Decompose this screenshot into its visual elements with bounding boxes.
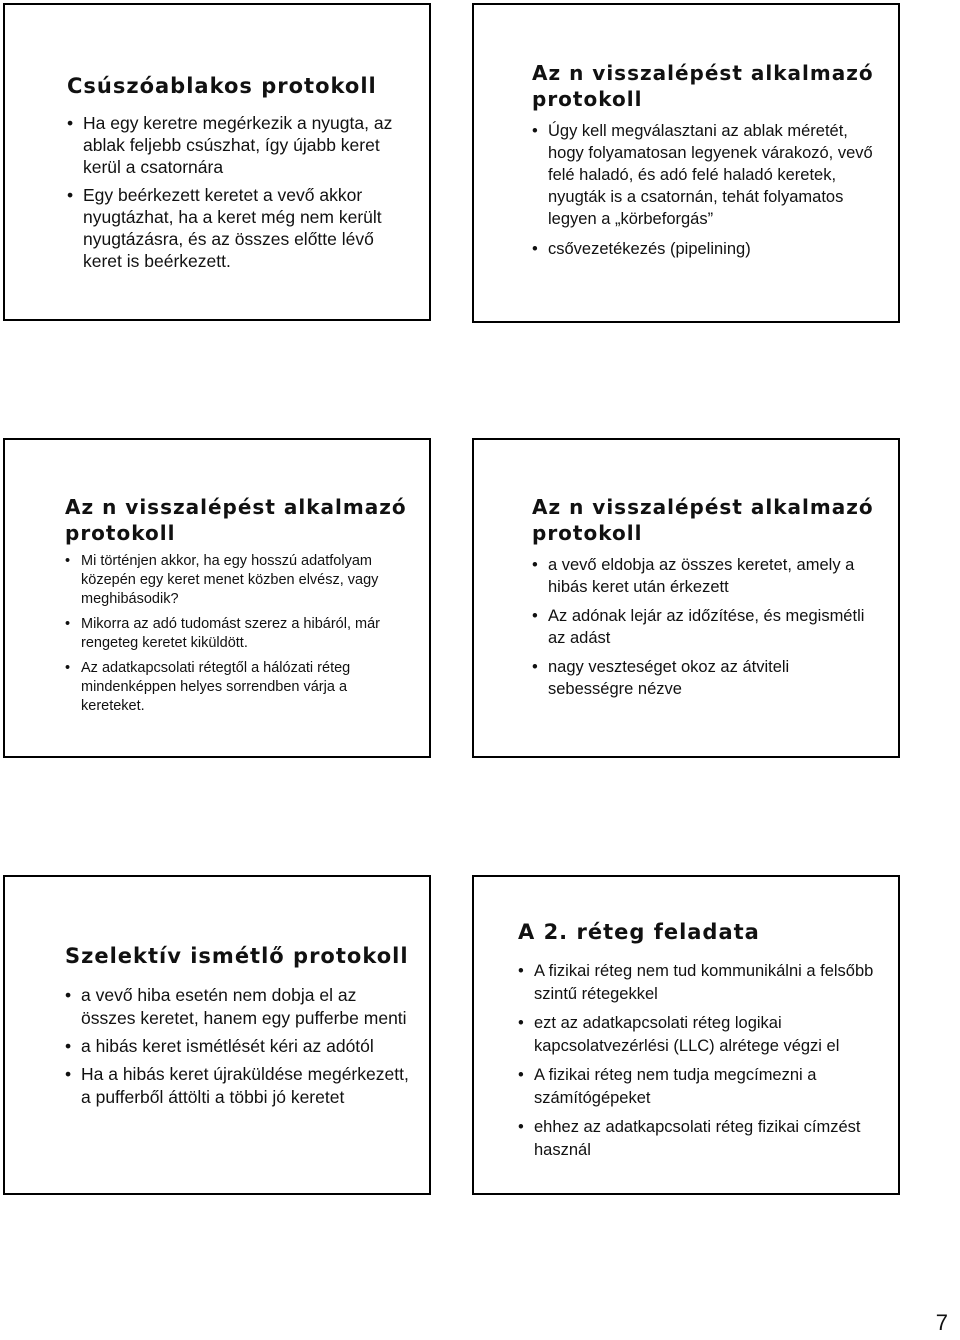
slide-6	[472, 875, 900, 1195]
slide-4	[472, 438, 900, 758]
bullet-item: • Mi történjen akkor, ha egy hosszú adatfolyam közepén egy keret menet közben elvész, vagy meghibásodik?	[65, 552, 413, 609]
bullet-item: • A fizikai réteg nem tud kommunikálni a felsőbb szintű rétegekkel	[518, 960, 880, 1006]
bullet-item: • Egy beérkezett keretet a vevő akkor nyugtázhat, ha a keret még nem került nyugtázásra, és az összes előtte lévő keret is beérkezett.	[67, 184, 413, 272]
slide-1	[3, 3, 431, 321]
bullet-item: • A fizikai réteg nem tudja megcímezni a számítógépeket	[518, 1064, 880, 1110]
slide-title: Az n visszalépést alkalmazó protokoll	[65, 495, 407, 545]
bullet-list	[532, 554, 878, 700]
bullet-list	[518, 960, 880, 1162]
slide-5	[3, 875, 431, 1195]
bullet-list	[65, 984, 413, 1109]
bullet-list	[532, 120, 878, 260]
bullet-item: • Az adatkapcsolati rétegtől a hálózati réteg mindenképpen helyes sorrendben várja a kereteket.	[65, 659, 413, 716]
slide-title: Szelektív ismétlő protokoll	[65, 944, 409, 968]
slide-title: Az n visszalépést alkalmazó protokoll	[532, 495, 874, 545]
page-number: 7	[935, 1310, 948, 1335]
slide-2	[472, 3, 900, 323]
slide-title: A 2. réteg feladata	[518, 920, 760, 944]
bullet-item: • ezt az adatkapcsolati réteg logikai kapcsolatvezérlési (LLC) alrétege végzi el	[518, 1012, 880, 1058]
bullet-item: • nagy veszteséget okoz az átviteli sebességre nézve	[532, 656, 878, 700]
bullet-item: • a vevő hiba esetén nem dobja el az összes keretet, hanem egy pufferbe menti	[65, 984, 413, 1030]
slide-title: Az n visszalépést alkalmazó protokoll	[532, 61, 874, 111]
bullet-item: • Mikorra az adó tudomást szerez a hibáról, már rengeteg keretet kiküldött.	[65, 615, 413, 653]
bullet-list	[67, 112, 413, 272]
bullet-list	[65, 552, 413, 716]
bullet-item: • Úgy kell megválasztani az ablak méretét, hogy folyamatosan legyenek várakozó, vevő felé haladó, és adó felé haladó keretek, nyugták is a csatornán, tehát folyamatos legyen a „körbeforgás”	[532, 120, 878, 230]
bullet-item: • csővezetékezés (pipelining)	[532, 238, 878, 260]
slide-title: Csúszóablakos protokoll	[67, 74, 377, 98]
bullet-item: • Ha a hibás keret újraküldése megérkezett, a pufferből áttölti a többi jó keretet	[65, 1063, 413, 1109]
bullet-item: • ehhez az adatkapcsolati réteg fizikai címzést használ	[518, 1116, 880, 1162]
bullet-item: • Ha egy keretre megérkezik a nyugta, az ablak feljebb csúszhat, így újabb keret kerül a csatornára	[67, 112, 413, 178]
bullet-item: • Az adónak lejár az időzítése, és megismétli az adást	[532, 605, 878, 649]
slide-3	[3, 438, 431, 758]
bullet-item: • a vevő eldobja az összes keretet, amely a hibás keret után érkezett	[532, 554, 878, 598]
bullet-item: • a hibás keret ismétlését kéri az adótól	[65, 1035, 413, 1058]
